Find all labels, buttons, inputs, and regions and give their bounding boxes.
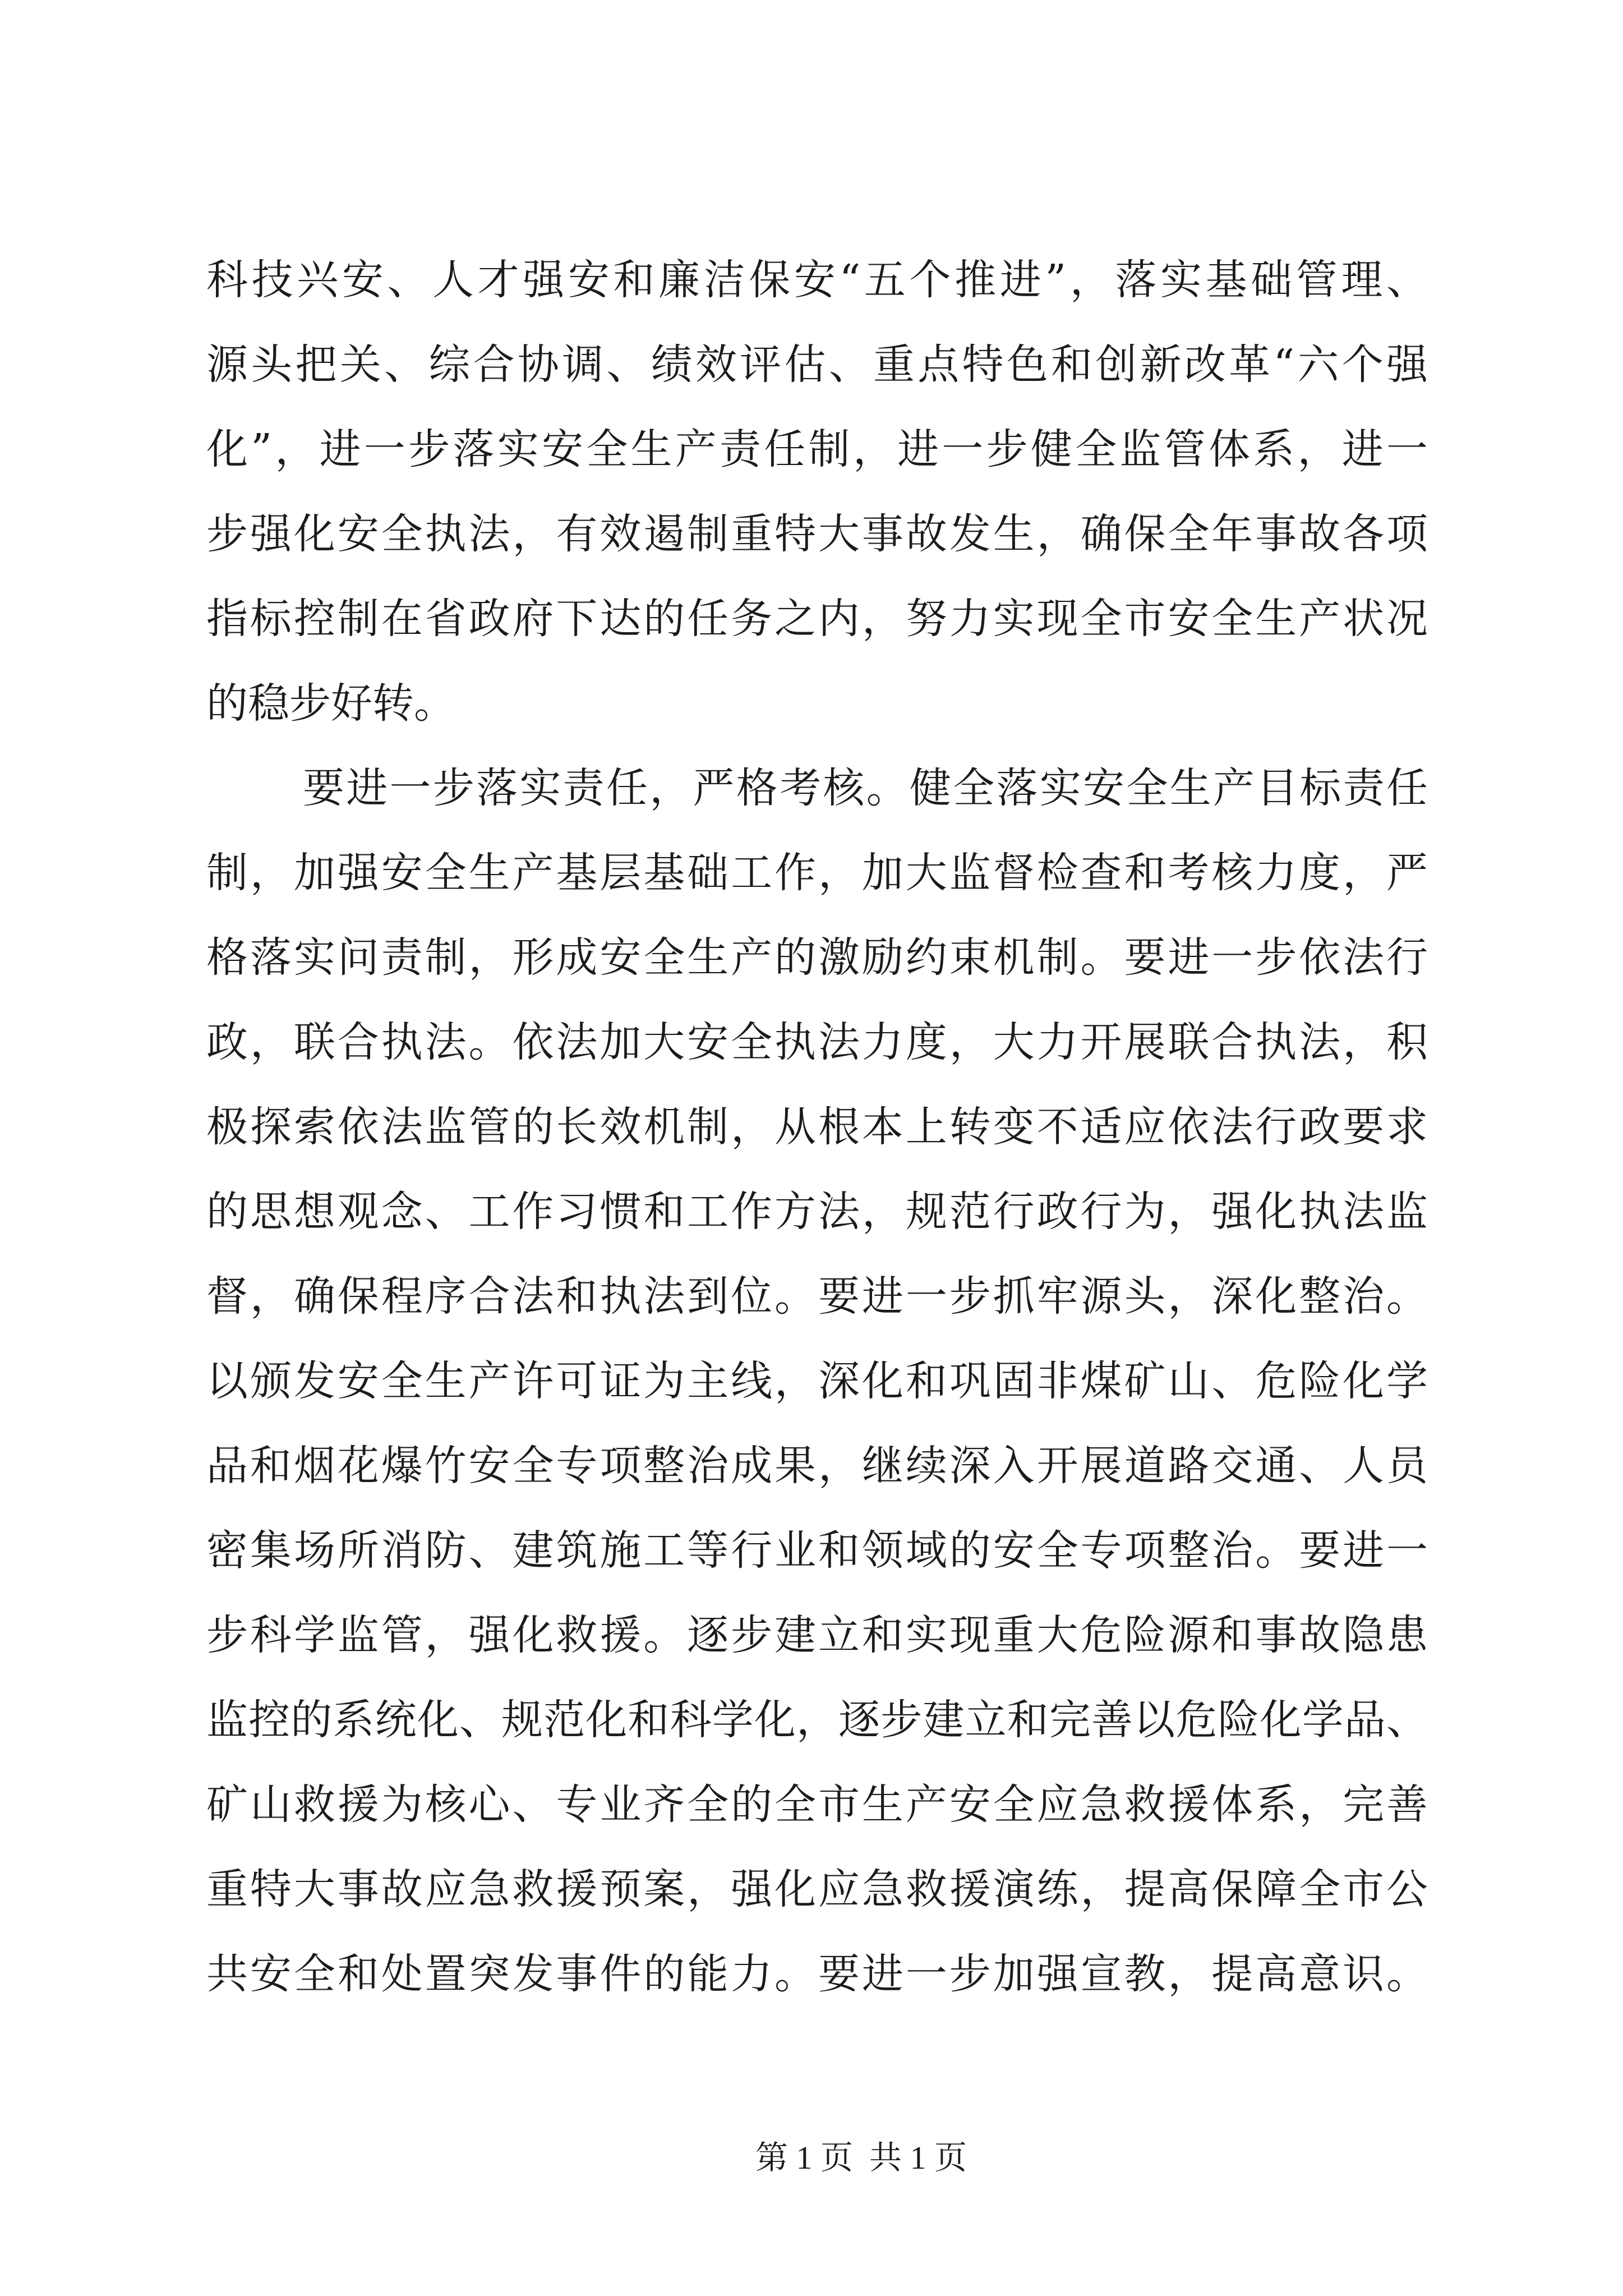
- paragraph: [206, 746, 1428, 2017]
- text-line: 以颁发安全生产许可证为主线，深化和巩固非煤矿山、危险化学: [206, 1357, 1428, 1405]
- text-line: 政，联合执法。依法加大安全执法力度，大力开展联合执法，积: [206, 1018, 1428, 1066]
- text-line: 制，加强安全生产基层基础工作，加大监督检查和考核力度，严: [206, 849, 1428, 897]
- text-line: 品和烟花爆竹安全专项整治成果，继续深入开展道路交通、人员: [206, 1442, 1428, 1490]
- text-line: 的稳步好转。: [206, 679, 455, 728]
- text-line: 督，确保程序合法和执法到位。要进一步抓牢源头，深化整治。: [206, 1272, 1428, 1320]
- text-line: 监控的系统化、规范化和科学化，逐步建立和完善以危险化学品、: [206, 1696, 1428, 1744]
- text-line: 化”，进一步落实安全生产责任制，进一步健全监管体系，进一: [206, 425, 1428, 473]
- text-line: 要进一步落实责任，严格考核。健全落实安全生产目标责任: [303, 764, 1428, 812]
- text-line: 指标控制在省政府下达的任务之内，努力实现全市安全生产状况: [206, 595, 1428, 643]
- text-line: 步强化安全执法，有效遏制重特大事故发生，确保全年事故各项: [206, 510, 1428, 558]
- text-line: 的思想观念、工作习惯和工作方法，规范行政行为，强化执法监: [206, 1188, 1428, 1236]
- text-line: 源头把关、综合协调、绩效评估、重点特色和创新改革“六个强: [206, 341, 1428, 389]
- text-line: 重特大事故应急救援预案，强化应急救援演练，提高保障全市公: [206, 1865, 1428, 1913]
- text-line: 格落实问责制，形成安全生产的激励约束机制。要进一步依法行: [206, 933, 1428, 982]
- text-line: 共安全和处置突发事件的能力。要进一步加强宣教，提高意识。: [206, 1950, 1428, 1998]
- text-line: 矿山救援为核心、专业齐全的全市生产安全应急救援体系，完善: [206, 1780, 1428, 1829]
- document-body: [206, 238, 1428, 2017]
- text-line: 科技兴安、人才强安和廉洁保安“五个推进”，落实基础管理、: [206, 256, 1428, 304]
- page-footer: 第 1 页 共 1 页: [755, 2139, 967, 2176]
- text-line: 步科学监管，强化救援。逐步建立和实现重大危险源和事故隐患: [206, 1611, 1428, 1659]
- paragraph: [206, 238, 1428, 746]
- text-line: 极探索依法监管的长效机制，从根本上转变不适应依法行政要求: [206, 1103, 1428, 1151]
- text-line: 密集场所消防、建筑施工等行业和领域的安全专项整治。要进一: [206, 1526, 1428, 1575]
